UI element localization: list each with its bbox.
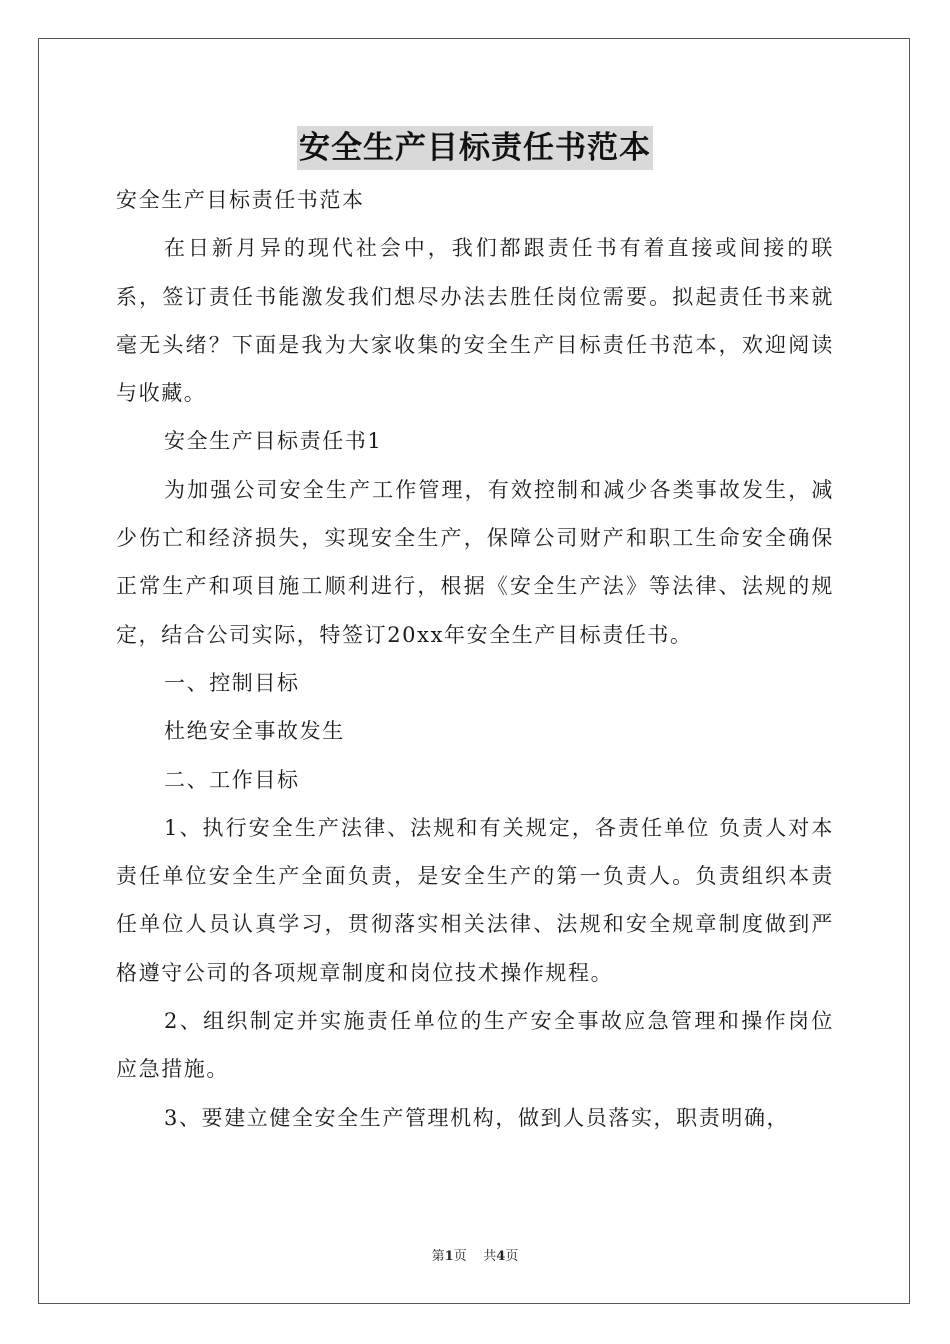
list-item-2: 2、组织制定并实施责任单位的生产安全事故应急管理和操作岗位应急措施。 (116, 1009, 834, 1082)
list-item-1: 1、执行安全生产法律、法规和有关规定，各责任单位 负责人对本责任单位安全生产全面负责，是安全生产的第一负责人。负责组织本责任单位人员认真学习，贯彻落实相关法律、法规和安全规章制度做到严格遵守公司的各项规章制度和岗位技术操作规程。 (116, 815, 834, 985)
paragraph-control-target: 杜绝安全事故发生 (164, 719, 345, 744)
paragraph-subtitle: 安全生产目标责任书范本 (116, 188, 365, 212)
paragraph-intro: 在日新月异的现代社会中，我们都跟责任书有着直接或间接的联系，签订责任书能激发我们想尽办法去胜任岗位需要。拟起责任书来就毫无头绪？下面是我为大家收集的安全生产目标责任书范本，欢迎阅读与收藏。 (116, 236, 834, 406)
page-footer (0, 1245, 950, 1264)
total-suffix: 页 (505, 1249, 519, 1264)
document-title: 安全生产目标责任书范本 (297, 126, 653, 170)
total-pages: 4 (496, 1249, 506, 1264)
page-prefix: 第 (431, 1249, 445, 1264)
list-item-3: 3、要建立健全安全生产管理机构，做到人员落实，职责明确， (164, 1105, 790, 1130)
total-prefix: 共 (483, 1249, 497, 1264)
title-wrap (0, 126, 950, 170)
document-body (116, 176, 834, 1142)
section-heading-1: 安全生产目标责任书1 (164, 429, 383, 454)
heading-work-target: 二、工作目标 (164, 767, 300, 792)
page-number: 1 (444, 1249, 454, 1264)
page-suffix: 页 (453, 1249, 467, 1264)
paragraph-purpose: 为加强公司安全生产工作管理，有效控制和减少各类事故发生，减少伤亡和经济损失，实现安全生产，保障公司财产和职工生命安全确保正常生产和项目施工顺利进行，根据《安全生产法》等法律、法规的规定，结合公司实际，特签订20xx年安全生产目标责任书。 (116, 477, 834, 647)
heading-control-target: 一、控制目标 (164, 670, 300, 695)
